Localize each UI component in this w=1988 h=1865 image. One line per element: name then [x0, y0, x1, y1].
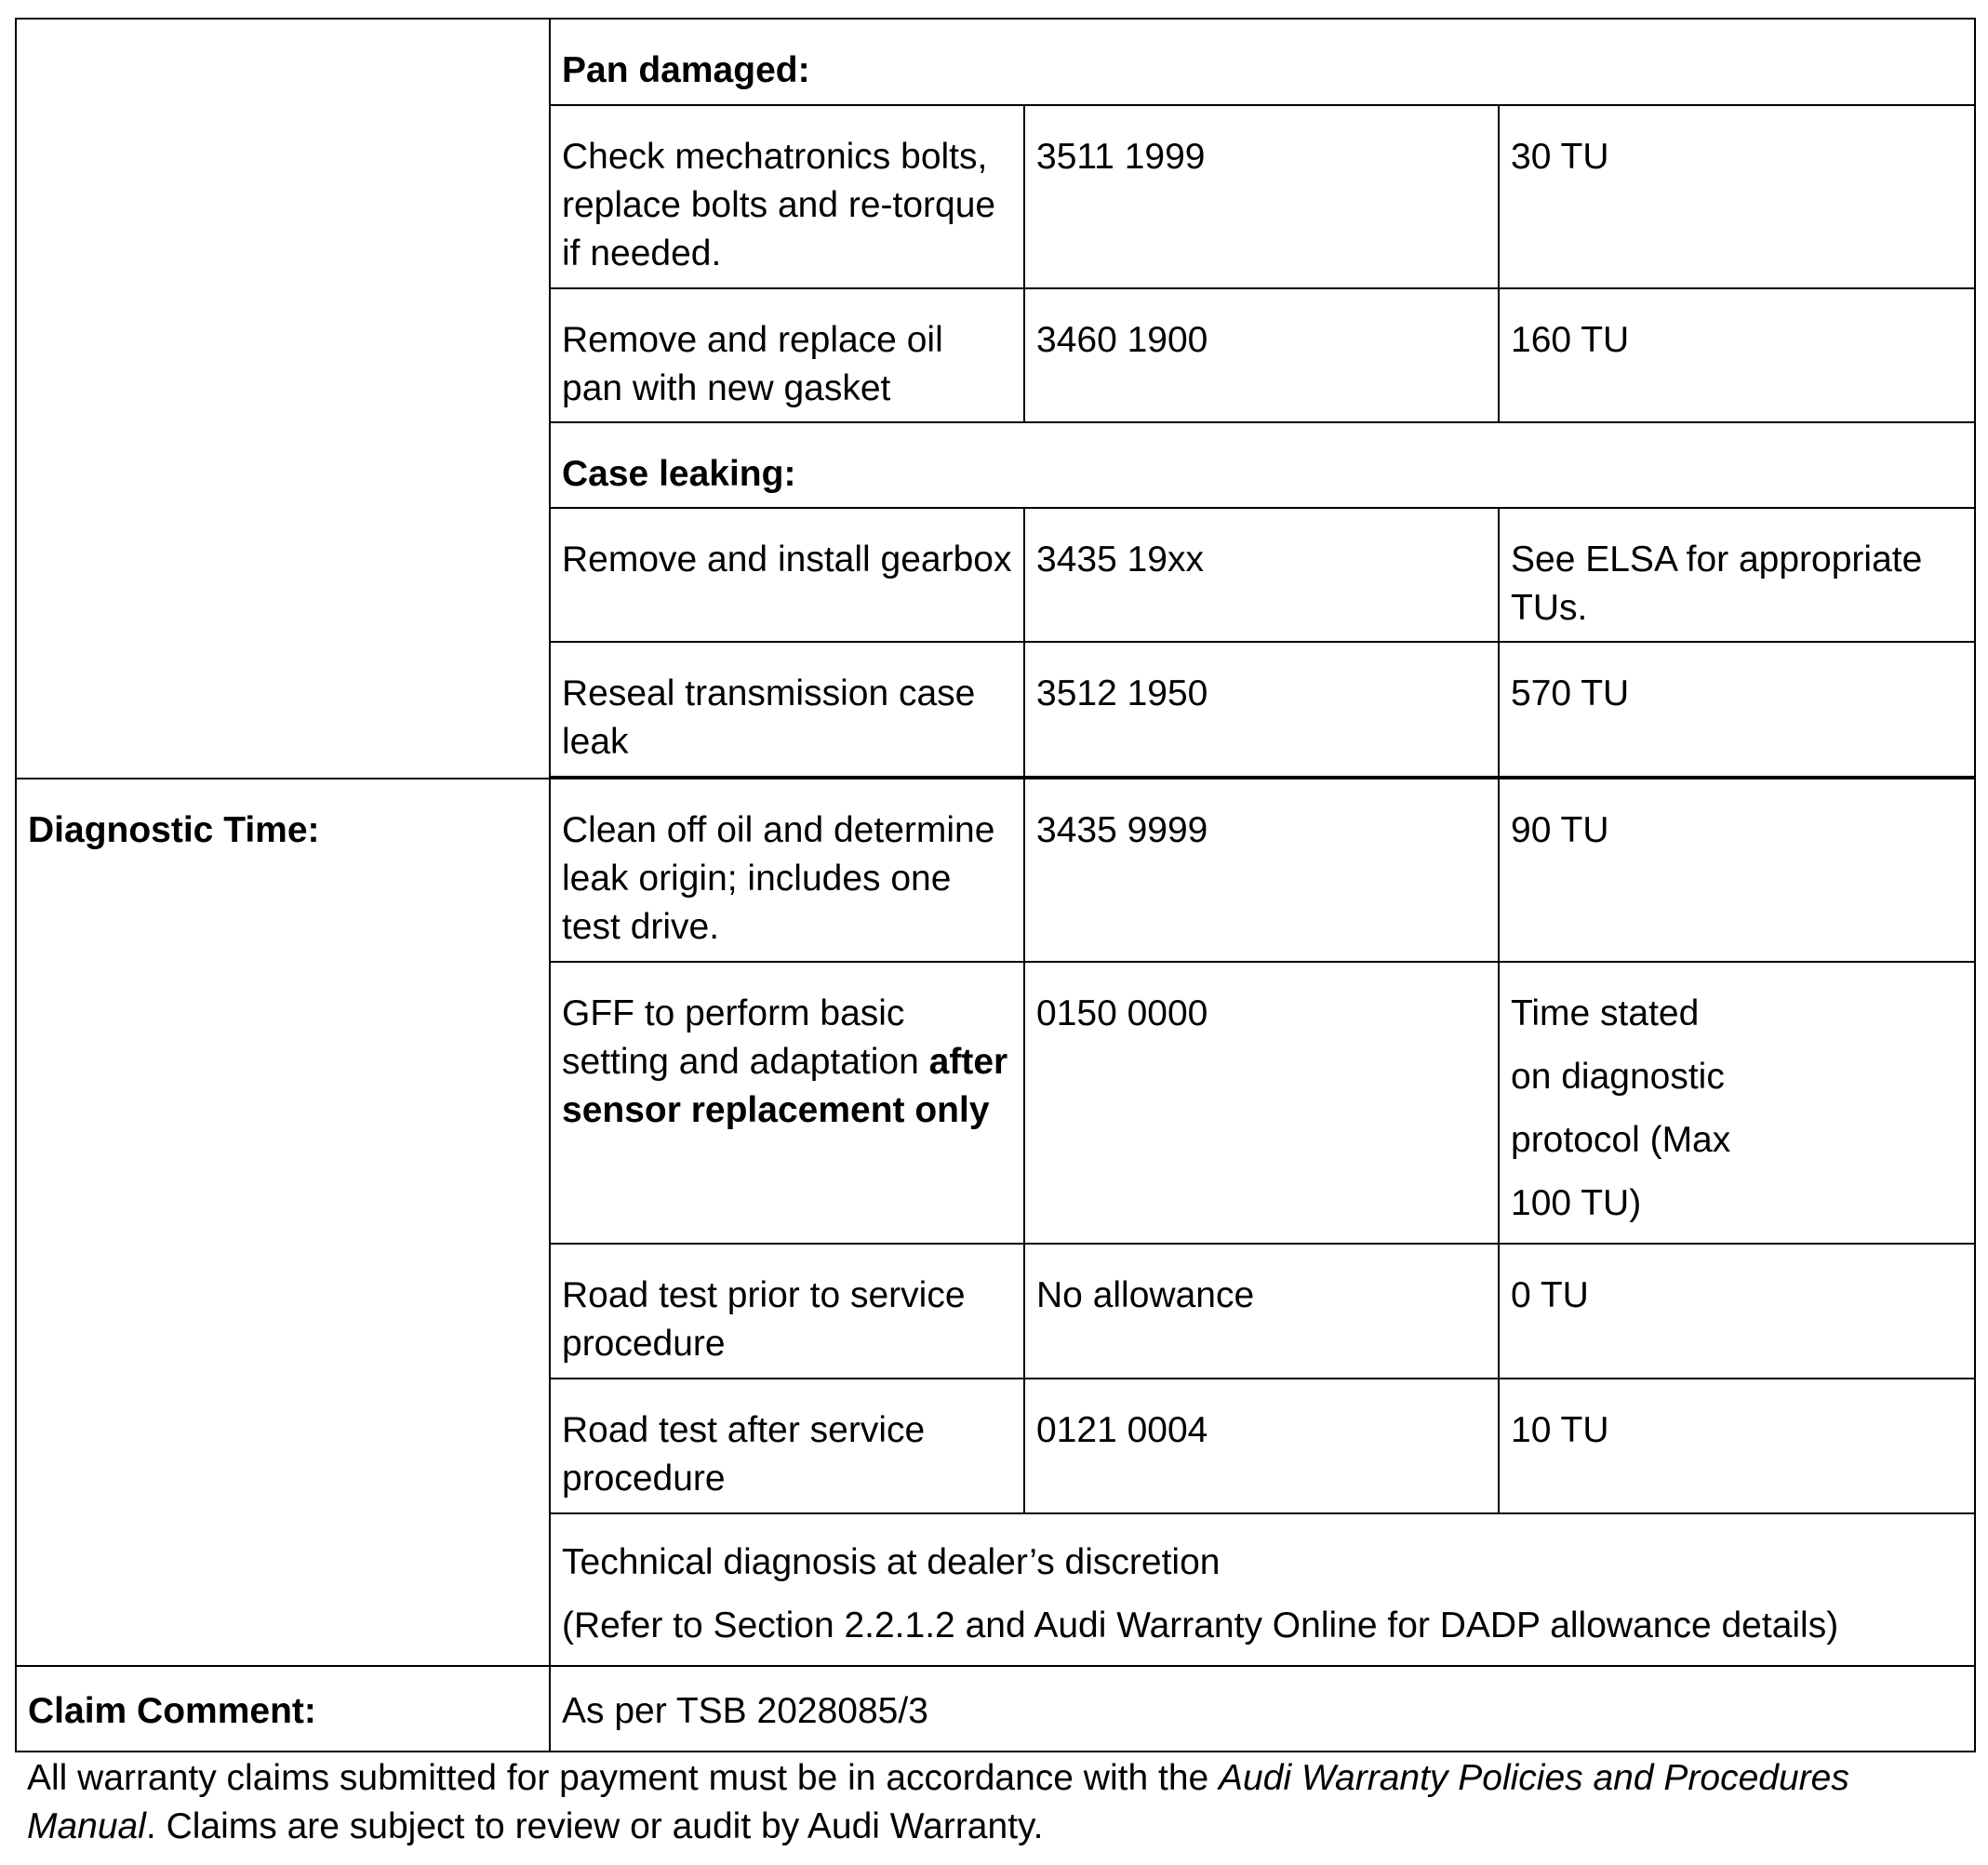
operation-description: Road test prior to service procedure: [550, 1244, 1024, 1379]
description-bold: after sensor replacement only: [562, 1042, 1008, 1130]
operation-time: 160 TU: [1499, 288, 1975, 422]
operation-description: Reseal transmission case leak: [550, 642, 1024, 777]
operation-time: 570 TU: [1499, 642, 1975, 777]
pan-damaged-heading: Pan damaged:: [550, 19, 1975, 105]
operation-time: 30 TU: [1499, 105, 1975, 288]
time-line: protocol (Max: [1511, 1120, 1731, 1160]
operation-time: See ELSA for appropriate TUs.: [1499, 508, 1975, 642]
operation-description: [550, 962, 1024, 1244]
table-row: [16, 1666, 1975, 1752]
claim-comment-label: Claim Comment:: [16, 1666, 550, 1752]
operation-code: No allowance: [1024, 1244, 1499, 1379]
operation-description: Remove and install gearbox: [550, 508, 1024, 642]
operation-time: 10 TU: [1499, 1379, 1975, 1513]
operation-code: 3512 1950: [1024, 642, 1499, 777]
table-row: [16, 779, 1975, 962]
manual-title: Audi Warranty Policies and Procedures Manual: [27, 1758, 1849, 1846]
claim-comment-value: As per TSB 2028085/3: [550, 1666, 1975, 1752]
diagnostic-note-line: (Refer to Section 2.2.1.2 and Audi Warranty Online for DADP allowance details): [562, 1605, 1839, 1645]
description-plain: GFF to perform basic setting and adaptation: [562, 993, 919, 1082]
disclaimer-text: . Claims are subject to review or audit by Audi Warranty.: [145, 1806, 1044, 1846]
operation-time: [1499, 962, 1975, 1244]
operation-code: 3435 9999: [1024, 779, 1499, 962]
operation-code: 3511 1999: [1024, 105, 1499, 288]
diagnostic-note: [550, 1513, 1975, 1666]
operation-description: Road test after service procedure: [550, 1379, 1024, 1513]
time-line: 100 TU): [1511, 1183, 1642, 1223]
warranty-disclaimer: [27, 1754, 1971, 1851]
disclaimer-text: All warranty claims submitted for payment must be in accordance with the: [27, 1758, 1220, 1798]
operation-description: Remove and replace oil pan with new gasket: [550, 288, 1024, 422]
time-line: Time stated: [1511, 993, 1700, 1033]
operation-code: 0150 0000: [1024, 962, 1499, 1244]
diagnostic-time-label: Diagnostic Time:: [16, 779, 550, 1666]
table-row: [16, 19, 1975, 105]
time-line: on diagnostic: [1511, 1057, 1725, 1097]
operation-description: Check mechatronics bolts, replace bolts and re-torque if needed.: [550, 105, 1024, 288]
empty-label-cell: [16, 19, 550, 779]
operation-time: 0 TU: [1499, 1244, 1975, 1379]
operation-code: 3460 1900: [1024, 288, 1499, 422]
operation-code: 3435 19xx: [1024, 508, 1499, 642]
diagnostic-note-line: Technical diagnosis at dealer’s discretion: [562, 1542, 1221, 1582]
labor-operations-table: [15, 18, 1976, 1752]
operation-description: Clean off oil and determine leak origin; includes one test drive.: [550, 779, 1024, 962]
operation-time: 90 TU: [1499, 779, 1975, 962]
operation-code: 0121 0004: [1024, 1379, 1499, 1513]
case-leaking-heading: Case leaking:: [550, 422, 1975, 508]
